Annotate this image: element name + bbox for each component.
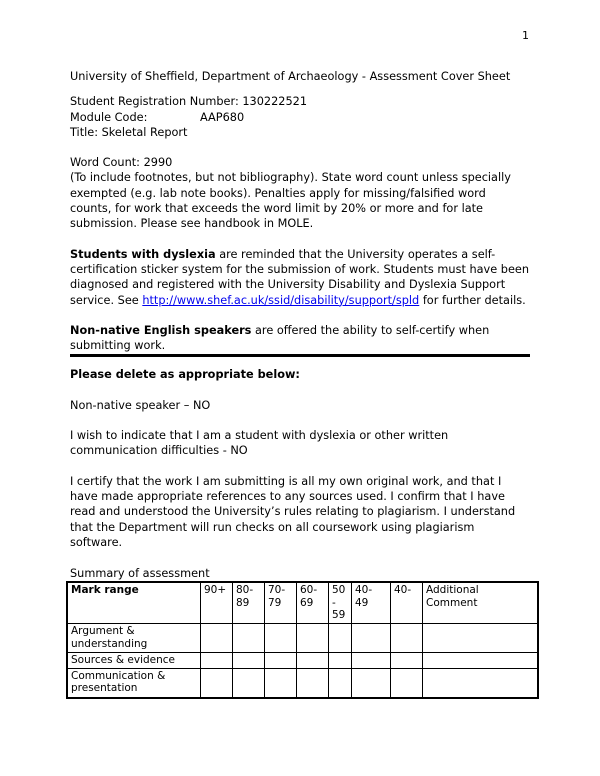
comment-cell[interactable] — [423, 653, 539, 669]
dyslexia-text-after: for further details. — [419, 293, 526, 307]
column-header: 40- 49 — [352, 582, 391, 624]
module-code-label: Module Code: — [70, 110, 148, 124]
word-count-note: (To include footnotes, but not bibliography). State word count unless specially exempted (e.g. lab note books). Penalties apply for missing/falsified word counts, for work that exceeds the word limit by 20% or more and for late submission. Please see handbook in MOLE. — [70, 171, 511, 231]
column-header: 90+ — [201, 582, 233, 624]
certification-statement: I certify that the work I am submitting is all my own original work, and that I have made appropriate references to any sources used. I confirm that I have read and understood the University’s rules relating to plagiarism. I understand that the Department will run checks on all coursework using plagiarism software. — [70, 474, 516, 549]
column-header: 60- 69 — [297, 582, 329, 624]
mark-cell[interactable] — [329, 668, 352, 698]
row-label: Communication & presentation — [67, 668, 201, 698]
column-header: 70- 79 — [265, 582, 297, 624]
column-header: Additional Comment — [423, 582, 539, 624]
comment-cell[interactable] — [423, 624, 539, 653]
dyslexia-paragraph — [70, 247, 530, 308]
non-native-paragraph — [70, 323, 530, 354]
mark-cell[interactable] — [201, 668, 233, 698]
mark-cell[interactable] — [391, 624, 423, 653]
column-header: 40- — [391, 582, 423, 624]
dyslexia-heading: Students with dyslexia — [70, 247, 216, 261]
dyslexia-answer: I wish to indicate that I am a student with dyslexia or other written communication difficulties - NO — [70, 429, 449, 458]
mark-range-header: Mark range — [67, 582, 201, 624]
table-row — [67, 653, 538, 669]
mark-cell[interactable] — [329, 653, 352, 669]
dyslexia-text: are reminded that the University operates a self-certification sticker system for the submission of work. Students must have been diagnosed and registered with the University Disability and Dyslexia Support service. See — [70, 247, 530, 307]
mark-cell[interactable] — [233, 624, 265, 653]
module-code-line — [70, 110, 530, 125]
row-label: Sources & evidence — [67, 653, 201, 669]
mark-cell[interactable] — [265, 668, 297, 698]
row-label: Argument & understanding — [67, 624, 201, 653]
mark-cell[interactable] — [391, 653, 423, 669]
mark-cell[interactable] — [352, 624, 391, 653]
mark-cell[interactable] — [233, 653, 265, 669]
column-header: 80- 89 — [233, 582, 265, 624]
table-row — [67, 668, 538, 698]
mark-cell[interactable] — [329, 624, 352, 653]
delete-heading-text: Please delete as appropriate below: — [70, 368, 300, 382]
column-header: 50 - 59 — [329, 582, 352, 624]
non-native-heading: Non-native English speakers — [70, 323, 252, 337]
mark-cell[interactable] — [265, 624, 297, 653]
summary-title: Summary of assessment — [70, 567, 210, 580]
student-registration: Student Registration Number: 130222521 — [70, 95, 308, 109]
mark-cell[interactable] — [352, 653, 391, 669]
mark-cell[interactable] — [201, 624, 233, 653]
mark-cell[interactable] — [297, 668, 329, 698]
delete-heading — [70, 367, 530, 382]
non-native-answer: Non-native speaker – NO — [70, 398, 211, 412]
word-count: Word Count: 2990 — [70, 156, 173, 170]
dyslexia-support-link[interactable]: http://www.shef.ac.uk/ssid/disability/support/spld — [142, 293, 420, 307]
table-header-row — [67, 582, 538, 624]
page-number: 1 — [522, 29, 529, 42]
non-native-text: are offered the ability to self-certify when submitting work. — [70, 323, 490, 353]
mark-cell[interactable] — [297, 624, 329, 653]
mark-cell[interactable] — [391, 668, 423, 698]
page-title: University of Sheffield, Department of Archaeology - Assessment Cover Sheet — [70, 70, 511, 83]
mark-cell[interactable] — [233, 668, 265, 698]
mark-cell[interactable] — [201, 653, 233, 669]
report-title: Title: Skeletal Report — [70, 125, 188, 139]
mark-cell[interactable] — [265, 653, 297, 669]
table-row — [67, 624, 538, 653]
mark-cell[interactable] — [297, 653, 329, 669]
assessment-summary-table — [66, 581, 539, 699]
mark-cell[interactable] — [352, 668, 391, 698]
cover-sheet-body — [70, 69, 530, 550]
module-code-value: AAP680 — [200, 110, 245, 124]
comment-cell[interactable] — [423, 668, 539, 698]
